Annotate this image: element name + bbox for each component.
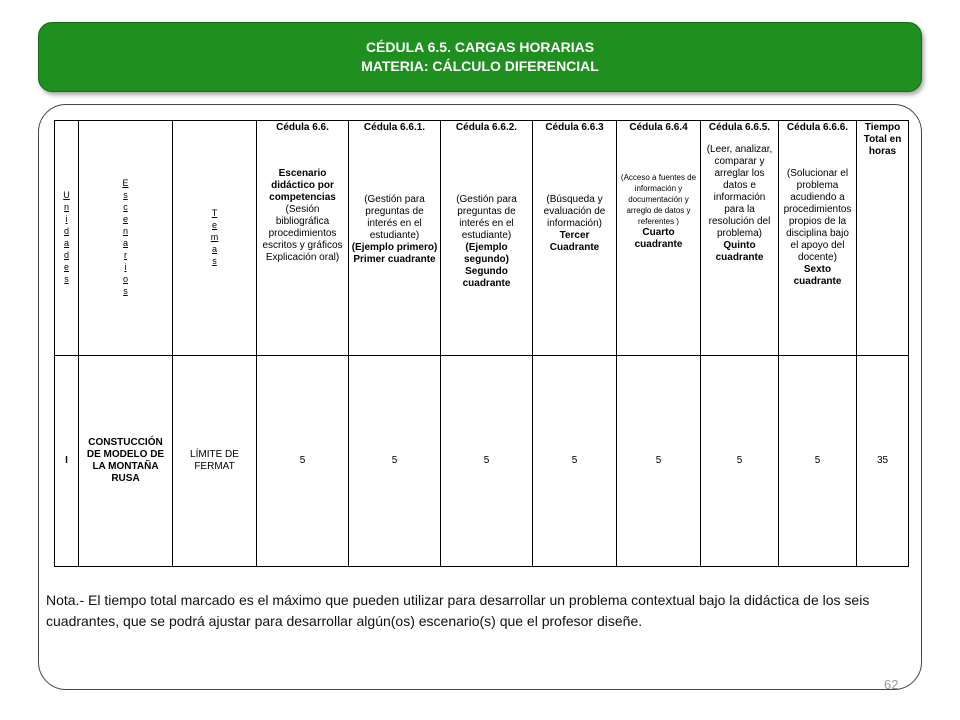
cedula-tail: (Ejemplo primero) Primer cuadrante	[351, 242, 438, 265]
cedula-code: Cédula 6.6.	[276, 122, 329, 133]
cedula-tail: Sexto cuadrante	[793, 264, 842, 287]
cell-value: 5	[701, 356, 779, 567]
cell-unidad: I	[55, 356, 79, 567]
cedula-desc: (Búsqueda y evaluación de información)	[543, 194, 606, 229]
cedula-code: Cédula 6.6.6.	[786, 122, 849, 133]
header-escenarios	[79, 121, 173, 356]
title-line-1: CÉDULA 6.5. CARGAS HORARIAS	[365, 39, 595, 55]
temas-label: T e m a s	[210, 208, 219, 266]
header-cedula-6-6-1	[349, 121, 441, 356]
cedula-desc: (Gestión para preguntas de interés en el estudiante)	[364, 194, 425, 241]
cell-value: 5	[441, 356, 533, 567]
cedula-code: Cédula 6.6.1.	[363, 122, 426, 133]
cedula-desc: (Acceso a fuentes de información y documentación y arreglo de datos y referentes )	[620, 173, 697, 226]
footnote: Nota.- El tiempo total marcado es el máximo que pueden utilizar para desarrollar un problema contextual bajo la didáctica de los seis cuadrantes, que se podrá ajustar para desarrollar algún(os) escenario(s) que el profesor diseñe.	[46, 592, 870, 629]
cell-escenario: CONSTUCCIÓN DE MODELO DE LA MONTAÑA RUSA	[79, 356, 173, 567]
cedula-lead: Escenario didáctico por competencias	[269, 168, 336, 203]
cedula-code: Cédula 6.6.5.	[708, 122, 771, 133]
header-cedula-6-6-2	[441, 121, 533, 356]
cell-value: 5	[349, 356, 441, 567]
header-cedula-6-6-6	[779, 121, 857, 356]
title-line-2: MATERIA: CÁLCULO DIFERENCIAL	[361, 58, 599, 74]
cedula-desc: (Leer, analizar, comparar y arreglar los datos e información para la resolución del problema)	[706, 144, 773, 239]
header-tiempo-total: Tiempo Total en horas	[857, 121, 909, 356]
header-temas	[173, 121, 257, 356]
cell-total: 35	[857, 356, 909, 567]
header-cedula-6-6	[257, 121, 349, 356]
header-cedula-6-6-3	[533, 121, 617, 356]
header-unidades	[55, 121, 79, 356]
header-cedula-6-6-5	[701, 121, 779, 356]
cedula-tail: Tercer Cuadrante	[549, 230, 600, 253]
cedula-desc: (Solucionar el problema acudiendo a procedimientos propios de la disciplina bajo el apoyo del docente)	[783, 168, 852, 263]
cell-value: 5	[779, 356, 857, 567]
cedula-code: Cédula 6.6.2.	[455, 122, 518, 133]
cedula-code: Cédula 6.6.4	[629, 122, 688, 133]
cedula-desc: (Gestión para preguntas de interés en el estudiante)	[456, 194, 517, 241]
cell-value: 5	[257, 356, 349, 567]
cell-value: 5	[533, 356, 617, 567]
table-header-row	[55, 121, 909, 356]
page-number: 62	[884, 677, 899, 692]
workload-table	[54, 120, 909, 567]
cedula-tail: Quinto cuadrante	[715, 240, 764, 263]
cedula-desc: (Sesión bibliográfica procedimientos escritos y gráficos Explicación oral)	[262, 204, 343, 263]
title-banner	[38, 22, 922, 92]
cedula-tail: Cuarto cuadrante	[634, 227, 683, 250]
escenarios-label: E s c e n a r i o s	[122, 178, 129, 296]
cedula-code: Cédula 6.6.3	[545, 122, 604, 133]
unidades-label: U n i d a d e s	[63, 190, 70, 284]
cell-value: 5	[617, 356, 701, 567]
cell-tema: LÍMITE DE FERMAT	[173, 356, 257, 567]
header-cedula-6-6-4	[617, 121, 701, 356]
cedula-tail: (Ejemplo segundo) Segundo cuadrante	[462, 242, 511, 289]
table-row	[55, 356, 909, 567]
